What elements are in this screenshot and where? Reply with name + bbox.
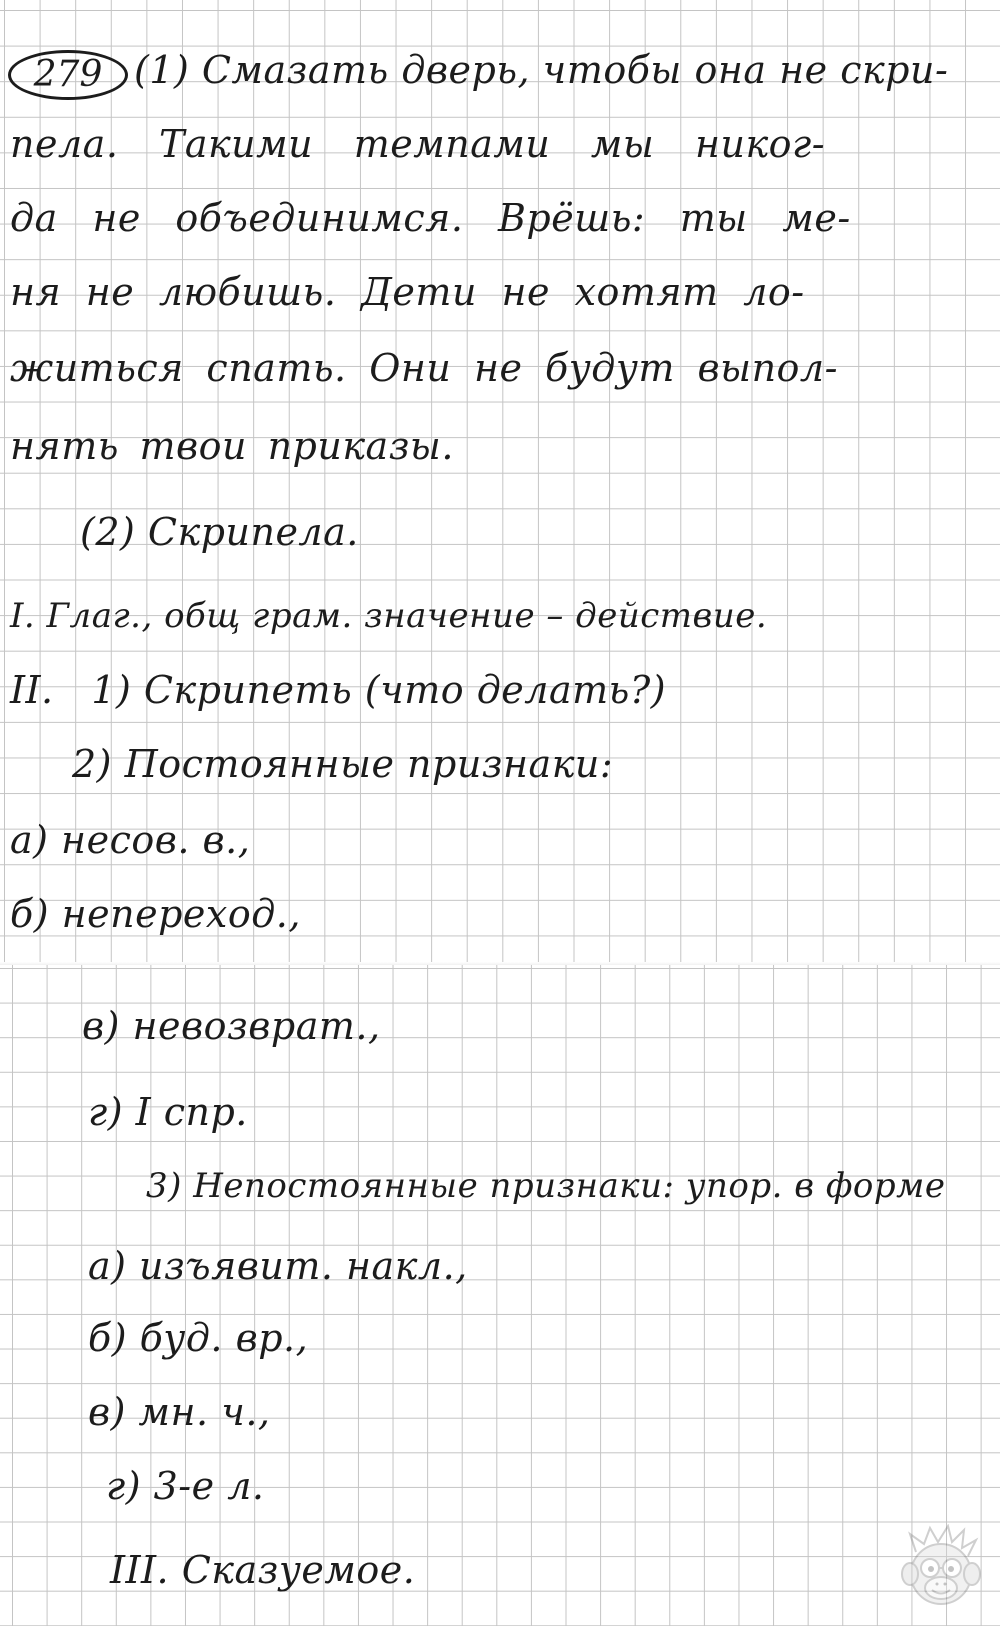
text-line-16: а) изъявит. накл., [88, 1244, 468, 1288]
text-line-5: житься спать. Они не будут выпол- [10, 346, 838, 390]
text-line-13: в) невозврат., [82, 1004, 381, 1048]
text-line-14: г) I спр. [88, 1090, 248, 1134]
text-line-7: (2) Скрипела. [80, 510, 359, 554]
text-line-18: в) мн. ч., [88, 1390, 271, 1434]
exercise-number: 279 [8, 50, 128, 100]
text-line-12: б) непереход., [10, 892, 301, 936]
text-line-10: 2) Постоянные признаки: [72, 742, 614, 786]
text-line-19: г) 3-е л. [106, 1464, 265, 1508]
text-line-20: III. Сказуемое. [110, 1548, 416, 1592]
monkey-face-icon [896, 1524, 986, 1616]
text-line-1: (1) Смазать дверь, чтобы она не скри- [134, 48, 949, 92]
notebook-page-bottom [0, 962, 1000, 1626]
text-line-8: I. Глаг., общ грам. значение – действие. [10, 596, 768, 636]
text-line-15: 3) Непостоянные признаки: упор. в форме [146, 1166, 946, 1206]
text-line-6: нять твои приказы. [10, 424, 454, 468]
text-line-4: ня не любишь. Дети не хотят ло- [10, 270, 805, 314]
text-line-9: II. 1) Скрипеть (что делать?) [10, 668, 667, 712]
text-line-3: да не объединимся. Врёшь: ты ме- [10, 196, 851, 240]
text-line-11: а) несов. в., [10, 818, 251, 862]
text-line-17: б) буд. вр., [88, 1316, 309, 1360]
text-line-2: пела. Такими темпами мы никог- [10, 122, 826, 166]
